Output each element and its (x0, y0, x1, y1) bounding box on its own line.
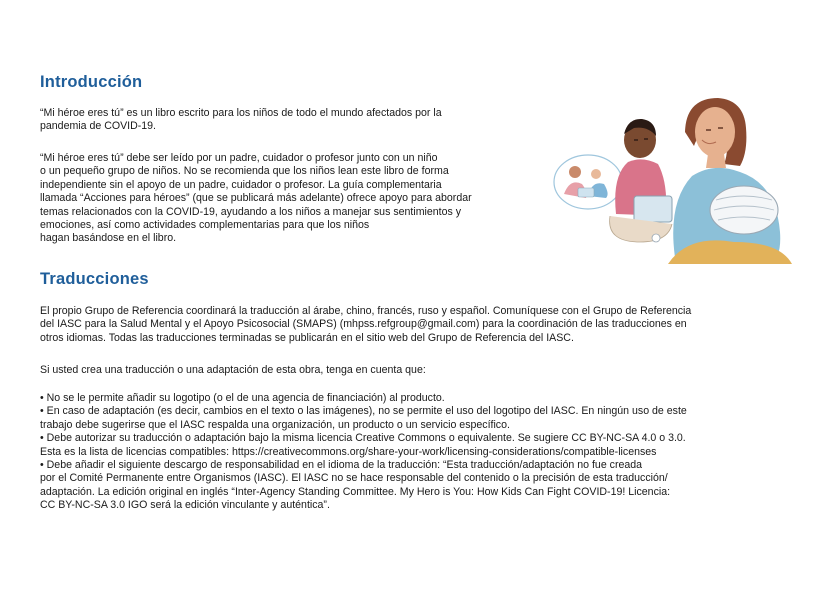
text-line: llamada “Acciones para héroes” (que se publicará más adelante) ofrece apoyo para abordar (40, 192, 472, 205)
list-line: CC BY-NC-SA 3.0 IGO será la edición vinculante y auténtica”. (40, 499, 330, 512)
reading-together-illustration (548, 92, 798, 267)
text-line: independiente sin el apoyo de un padre, cuidador o profesor. La guía complementaria (40, 178, 442, 191)
intro-paragraph-1 (40, 107, 442, 134)
text-line: hagan basándose en el libro. (40, 232, 177, 245)
list-line: • Debe añadir el siguiente descargo de responsabilidad en el idioma de la traducción: “Esta traducción/adaptación no fue creada (40, 459, 643, 472)
intro-heading: Introducción (40, 73, 143, 91)
list-line: • Debe autorizar su traducción o adaptación bajo la misma licencia Creative Commons o equivalente. Se sugiere CC BY-NC-SA 4.0 o 3.0. (40, 432, 686, 445)
text-line: El propio Grupo de Referencia coordinará la traducción al árabe, chino, francés, ruso y español. Comuníquese con el Grupo de Referencia (40, 305, 692, 317)
text-line: otros idiomas. Todas las traducciones terminadas se publicarán en el sitio web del Grupo de Referencia del IASC. (40, 331, 574, 344)
text-line: pandemia de COVID-19. (40, 120, 157, 133)
translations-paragraph-2 (40, 364, 426, 377)
text-line: Si usted crea una traducción o una adaptación de esta obra, tenga en cuenta que: (40, 364, 426, 376)
text-line: emociones, así como actividades complementarias para que los niños (40, 219, 370, 232)
thought-bubble (554, 155, 622, 209)
translations-paragraph-1 (40, 305, 691, 345)
book (710, 186, 778, 234)
tablet (634, 196, 672, 222)
translations-conditions-list (40, 392, 687, 513)
intro-paragraph-2 (40, 152, 472, 246)
list-line: Esta es la lista de licencias compatibles: https://creativecommons.org/share-your-work/licensing-considerations/compatible-licenses (40, 445, 657, 458)
text-line: “Mi héroe eres tú” es un libro escrito para los niños de todo el mundo afectados por la (40, 107, 442, 119)
list-line: trabajo debe sugerirse que el IASC respalda una organización, un producto o un servicio específico. (40, 418, 510, 431)
text-line: temas relacionados con la COVID-19, ayudando a los niños a manejar sus sentimientos y (40, 205, 462, 218)
text-line: “Mi héroe eres tú” debe ser leído por un padre, cuidador o profesor junto con un niño (40, 152, 438, 164)
woman-face (695, 107, 735, 157)
text-line: o un pequeño grupo de niños. No se recomienda que los niños lean este libro de forma (40, 165, 449, 178)
list-line: por el Comité Permanente entre Organismos (IASC). El IASC no se hace responsable del contenido o la precisión de esta traducción/ (40, 472, 668, 485)
list-line: adaptación. La edición original en inglés “Inter-Agency Standing Committee. My Hero is You: How Kids Can Fight COVID-19! Licencia: (40, 485, 671, 498)
text-line: del IASC para la Salud Mental y el Apoyo Psicosocial (SMAPS) (mhpss.refgroup@gmail.com) para la coordinación de las traducciones en (40, 318, 687, 331)
list-line: • No se le permite añadir su logotipo (o el de una agencia de financiación) al producto. (40, 392, 445, 404)
list-line: • En caso de adaptación (es decir, cambios en el texto o las imágenes), no se permite el uso del logotipo del IASC. En ningún uso de este (40, 405, 687, 418)
translations-heading: Traducciones (40, 270, 149, 288)
